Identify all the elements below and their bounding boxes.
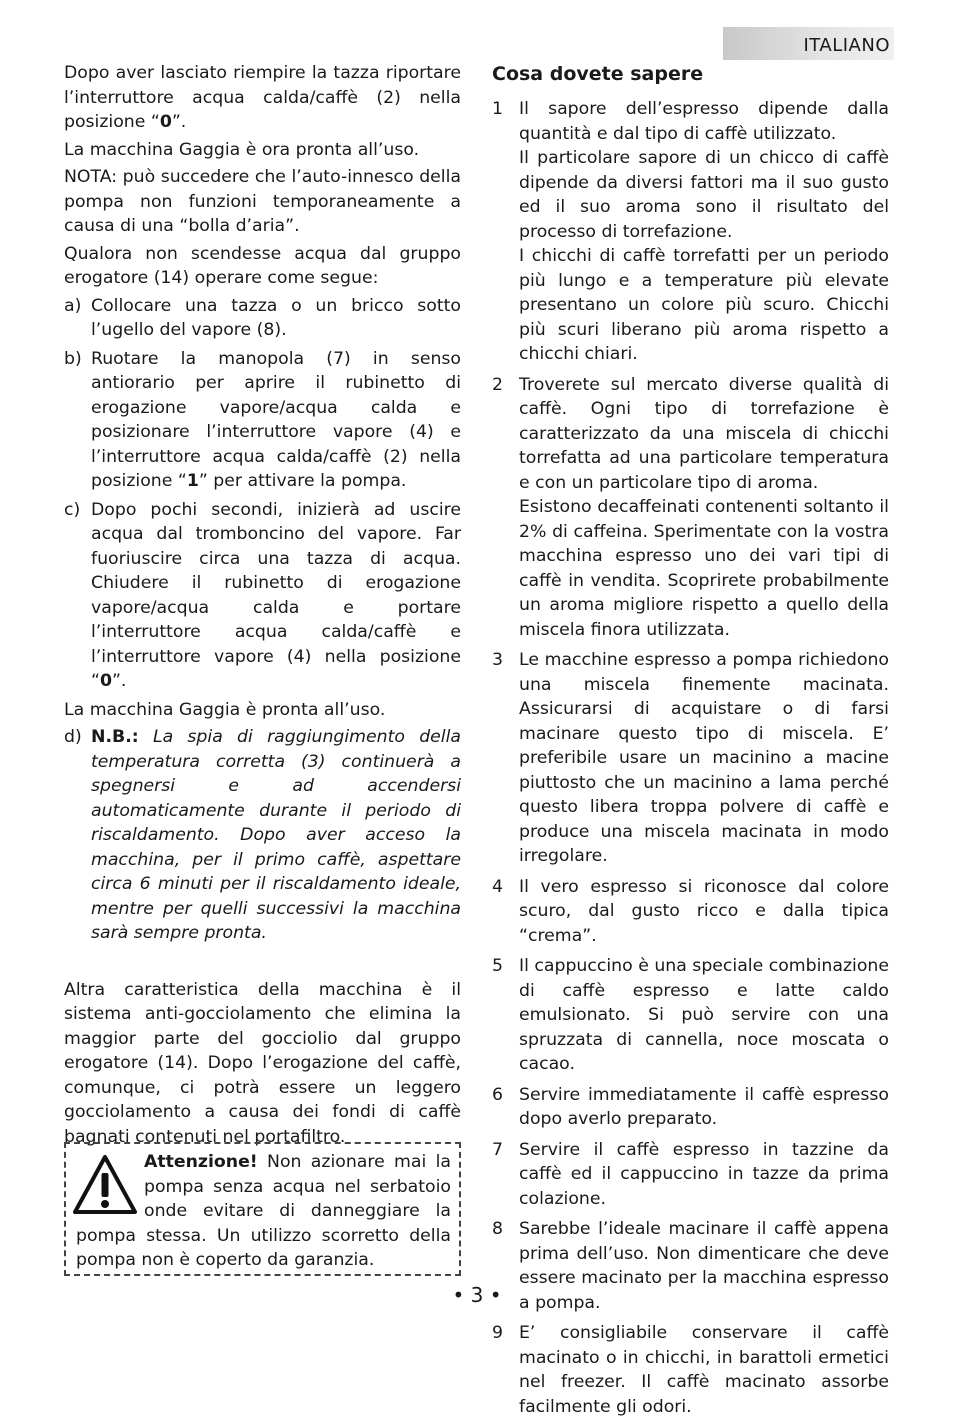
tip-text: Le macchine espresso a pompa richiedono una miscela finemente macinata. Assicurarsi di acquistare o di farsi macinare questo tipo di miscela. E’ preferibile usare un macinino a macine piuttosto che un macinino a lama perché questo libera troppa polvere di caffè e produce una miscela macinata in modo irregolare.	[519, 650, 889, 866]
tip-item	[492, 1083, 889, 1132]
step-a: a) Collocare una tazza o un bricco sotto l’ugello del vapore (8).	[64, 295, 461, 340]
tip-text: I chicchi di caffè torrefatti per un periodo più lungo e a temperature più elevate presentano un colore più scuro. Chicchi più scuri liberano più aroma rispetto a chicchi chiari.	[519, 246, 889, 364]
tip-text: Troverete sul mercato diverse qualità di caffè. Ogni tipo di torrefazione è caratterizzato da una miscela di chicchi torrefatta ad una particolare temperatura e con un particolare tipo di aroma.	[519, 374, 889, 493]
tip-text: Servire immediatamente il caffè espresso dopo averlo preparato.	[519, 1084, 889, 1129]
warning-triangle-icon	[72, 1154, 138, 1216]
tip-item	[492, 648, 889, 869]
tip-text: Il sapore dell’espresso dipende dalla quantità e dal tipo di caffè utilizzato.	[519, 99, 889, 144]
paragraph-anti-drip: Altra caratteristica della macchina è il sistema anti-gocciolamento che elimina la maggior parte del gocciolio dal gruppo erogatore (14). Dopo l’erogazione del caffè, comunque, ci potrà essere un leggero gocciolamento a causa dei fondi di caffè bagnati contenuti nel portafiltro.	[64, 979, 461, 1147]
tip-number: 4	[492, 876, 503, 897]
language-tab: ITALIANO	[723, 27, 894, 60]
tip-number: 3	[492, 650, 503, 670]
tip-text: E’ consigliabile conservare il caffè macinato o in chicchi, in barattoli ermetici nel freezer. Il caffè macinato assorbe facilmente gli odori.	[519, 1323, 889, 1417]
paragraph-return-switch: Dopo aver lasciato riempire la tazza riportare l’interruttore acqua calda/caffè (2) nella posizione “0”.	[64, 63, 461, 132]
tip-item	[492, 1138, 889, 1212]
tip-text: Sarebbe l’ideale macinare il caffè appena prima dell’uso. Non dimenticare che deve essere macinato per la macchina espresso a pompa.	[519, 1219, 889, 1313]
tip-text: Il particolare sapore di un chicco di caffè dipende da diversi fattori ma il suo gusto ed il suo aroma sono il risultato del processo di torrefazione.	[519, 148, 889, 242]
tip-number: 2	[492, 374, 503, 395]
paragraph-ready-again: La macchina Gaggia è pronta all’uso.	[64, 699, 386, 720]
tip-text: Il cappuccino è una speciale combinazione di caffè espresso e latte caldo emulsionato. Si può servire con una spruzzata di cannella, noce moscata o cacao.	[519, 956, 889, 1074]
tip-number: 1	[492, 99, 503, 119]
tips-list	[492, 97, 889, 1419]
warning-box	[64, 1142, 461, 1276]
left-column	[64, 61, 461, 1152]
tip-number: 7	[492, 1139, 503, 1160]
right-column	[492, 61, 889, 1425]
warning-text: Attenzione! Non azionare mai la pompa senza acqua nel serbatoio onde evitare di danneggiare la pompa stessa. Un utilizzo scorretto della pompa non è coperto da garanzia.	[76, 1152, 451, 1270]
tip-text: Servire il caffè espresso in tazzine da caffè ed il cappuccino in tazze da prima colazione.	[519, 1139, 889, 1209]
tip-item	[492, 1321, 889, 1419]
step-b: b) Ruotare la manopola (7) in senso antiorario per aprire il rubinetto di erogazione vapore/acqua calda e posizionare l’interruttore vapore (4) e l’interruttore acqua calda/caffè (2) nella posizione “1” per attivare la pompa.	[64, 348, 461, 491]
tip-number: 5	[492, 956, 503, 976]
step-d: d) N.B.: La spia di raggiungimento della temperatura corretta (3) continuerà a spegnersi e ad accendersi automaticamente durante il periodo di riscaldamento. Dopo aver acceso la macchina, per il primo caffè, aspettare circa 6 minuti per il riscaldamento ideale, mentre per quelli successivi la macchina sarà sempre pronta.	[64, 727, 462, 943]
tip-item	[492, 97, 889, 367]
tip-item	[492, 875, 889, 949]
paragraph-no-water: Qualora non scendesse acqua dal gruppo erogatore (14) operare come segue:	[64, 243, 461, 288]
tip-text: Il vero espresso si riconosce dal colore scuro, dal gusto ricco e dalla tipica “crema”.	[519, 876, 889, 946]
tip-text: Esistono decaffeinati contenenti soltanto il 2% di caffeina. Sperimentate con la vostra macchina espresso uno dei vari tipi di caffè in vendita. Scoprirete probabilmente un aroma migliore rispetto a quello della miscela finora utilizzata.	[519, 497, 889, 640]
tip-number: 6	[492, 1084, 503, 1105]
paragraph-note: NOTA: può succedere che l’auto-innesco della pompa non funzioni temporaneamente a causa di una “bolla d’aria”.	[64, 167, 461, 236]
step-c: c) Dopo pochi secondi, inizierà ad uscire acqua dal tromboncino del vapore. Far fuoriuscire circa una tazza di acqua. Chiudere il rubinetto di erogazione vapore/acqua calda e portare l’interruttore acqua calda/caffè e l’interruttore vapore (4) nella posizione “0”.	[64, 499, 461, 691]
tip-item	[492, 954, 889, 1077]
paragraph-ready: La macchina Gaggia è ora pronta all’uso.	[64, 139, 420, 160]
tip-number: 9	[492, 1323, 503, 1343]
tip-item	[492, 373, 889, 643]
tip-number: 8	[492, 1219, 503, 1239]
section-heading: Cosa dovete sapere	[492, 63, 704, 85]
page-number: • 3 •	[452, 1283, 502, 1307]
